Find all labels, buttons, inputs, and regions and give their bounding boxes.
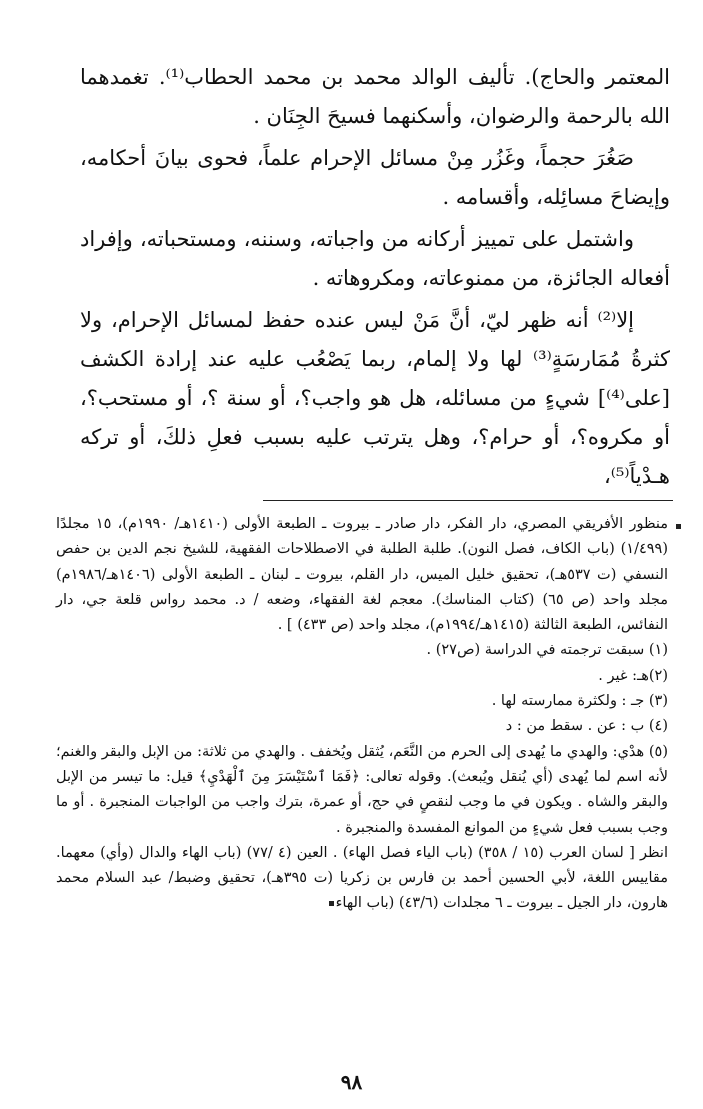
- paragraph-2: صَغُرَ حجماً، وغَزُر مِنْ مسائل الإحرام علماً، فحوى بيانَ أحكامه، وإيضاحَ مسائِله، وأقسامه .: [80, 146, 670, 209]
- footnote-5-references-text: انظر [ لسان العرب (١٥ / ٣٥٨) (باب الياء فصل الهاء) . العين (٤ /٧٧) (باب الهاء والدال (وأي) معهما. مقاييس اللغة، لأبي الحسين أحمد بن فارس بن زكريا (ت ٣٩٥هـ)، تحقيق وضبط/ عبد السلام محمد هارون، دار الجيل ـ بيروت ـ ٦ مجلدات (٤٣/٦) (باب الهاء: [56, 844, 668, 912]
- continuation-marker-end: [329, 901, 334, 906]
- paragraph-1: المعتمر والحاج). تأليف الوالد محمد بن محمد الحطاب⁽¹⁾. تغمدهما الله بالرحمة والرضوان، وأسكنهما فسيحَ الجِنَان .: [80, 65, 670, 128]
- footnote-3: (٣) جـ : ولكثرة ممارسته لها .: [491, 693, 668, 710]
- footnote-separator: [263, 500, 673, 501]
- main-text: [80, 58, 670, 499]
- footnote-2: (٢)هـ: غير .: [598, 667, 668, 684]
- footnote-4: (٤) ب : عن . سقط من : د: [505, 718, 668, 735]
- paragraph-3: واشتمل على تمييز أركانه من واجباته، وسننه، ومستحباته، وإفراد أفعاله الجائزة، من ممنوعاته، ومكروهاته .: [80, 227, 670, 290]
- footnote-continuation: منظور الأفريقي المصري، دار الفكر، دار صادر ـ بيروت ـ الطبعة الأولى (١٤١٠هـ/ ١٩٩٠م)، ١٥ مجلدًا (١/٤٩٩) (باب الكاف، فصل النون). طلبة الطلبة في الاصطلاحات الفقهية، للشيخ نجم الدين بن حفص النسفي (ت ٥٣٧هـ)، تحقيق خليل الميس، دار القلم، بيروت ـ لبنان ـ الطبعة الأولى (١٤٠٦هـ/١٩٨٦م) مجلد واحد (ص ٦٥) (كتاب المناسك). معجم لغة الفقهاء، وضعه / د. محمد رواس قلعة جي، دار النفائس، الطبعة الثالثة (١٤١٥هـ/١٩٩٤م)، مجلد واحد (ص ٤٣٣) ] .: [56, 516, 668, 634]
- continuation-marker: [676, 524, 681, 529]
- footnote-5-references: [56, 841, 668, 917]
- paragraph-4: إلا⁽²⁾ أنه ظهر ليّ، أنَّ مَنْ ليس عنده حفظ لمسائل الإحرام، ولا كثرةُ مُمَارسَةٍ⁽³⁾ لها ولا إلمام، ربما يَصْعُب عليه عند إرادة الكشف [على⁽⁴⁾] شيءٍ من مسائله، هل هو واجب؟، أو سنة ؟، أو مستحب؟، أو مكروه؟، أو حرام؟، وهل يترتب عليه بسبب فعلِ ذلكَ، أو تركه هـدْياً⁽⁵⁾،: [80, 308, 670, 488]
- footnote-5: (٥) هدْي: والهدي ما يُهدى إلى الحرم من النَّعَم، يُثقل ويُخفف . والهدي من ثلاثة: من الإبل والبقر والغنم؛ لأنه اسم لما يُهدى (أي يُنقل ويُبعث). وقوله تعالى: ﴿فَمَا ٱسْتَيْسَرَ مِنَ ٱلْهَدْيِ﴾ قيل: ما تيسر من الإبل والبقر والشاه . ويكون في ما وجب لنقصٍ في حج، أو عمرة، بترك واجب من الواجبات المنجبرة . أو ما وجب بسبب فعل شيءٍ من الموانع المفسدة والمنجبرة .: [56, 743, 668, 836]
- footnote-1: (١) سبقت ترجمته في الدراسة (ص٢٧) .: [426, 642, 668, 659]
- page-number: ٩٨: [340, 1070, 363, 1094]
- footnotes: [56, 512, 668, 917]
